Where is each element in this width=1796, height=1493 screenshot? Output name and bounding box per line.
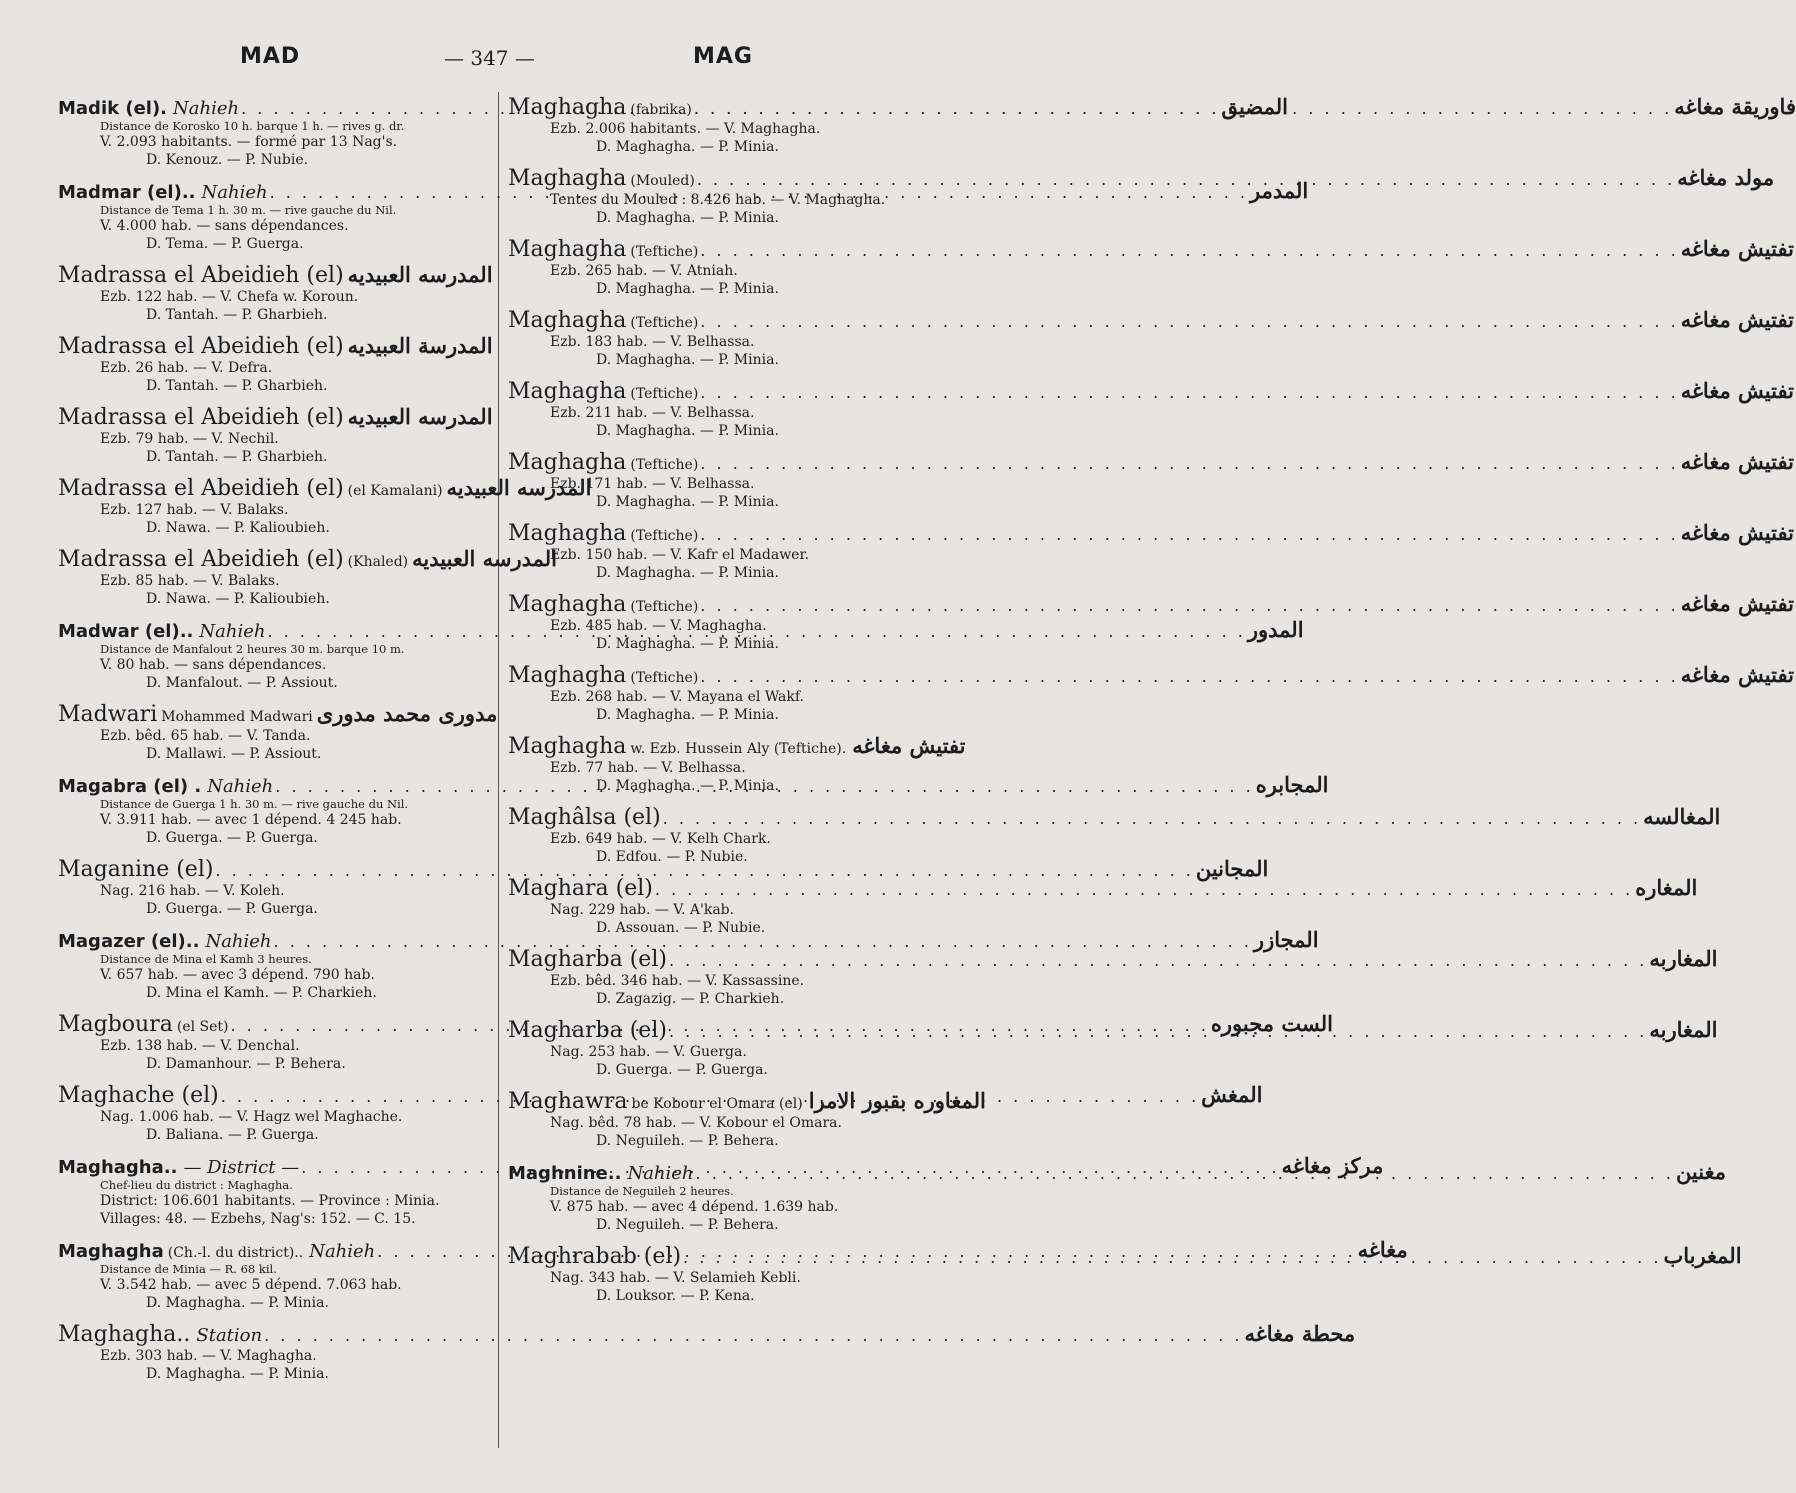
entry-detail-line: D. Maghagha. — P. Minia.	[146, 1295, 329, 1311]
entry-detail-line: D. Kenouz. — P. Nubie.	[146, 152, 309, 168]
entry-name: Magazer (el)..	[58, 931, 200, 952]
entry-detail-line: D. Mina el Kamh. — P. Charkieh.	[146, 985, 377, 1001]
leader-dots	[655, 880, 1633, 899]
entry-detail-line: Nag. 229 hab. — V. A'kab.	[550, 902, 735, 918]
entry-arabic-name: المدرسه العبيديه	[347, 404, 493, 429]
directory-entry	[508, 520, 1794, 582]
entry-detail-line: D. Tantah. — P. Gharbieh.	[146, 307, 328, 323]
directory-entry	[508, 875, 1698, 937]
entry-name: Madmar (el)..	[58, 182, 196, 203]
entry-detail-line: V. 2.093 habitants. — formé par 13 Nag's.	[100, 134, 398, 150]
entry-qualifier: (Khaled)	[347, 554, 409, 570]
entry-name: Madrassa el Abeidieh (el)	[58, 334, 344, 359]
entry-detail-line: D. Maghagha. — P. Minia.	[596, 494, 779, 510]
entry-name: Maghagha	[508, 95, 627, 120]
entry-arabic-name: مغاغه	[1357, 1237, 1408, 1262]
entry-arabic-name: تفتيش مغاغه	[852, 733, 966, 758]
entry-name: Maghrabab (el)	[508, 1244, 682, 1269]
entry-detail-line: Chef-lieu du district : Maghagha.	[100, 1178, 293, 1192]
entry-detail-line: Ezb. bêd. 346 hab. — V. Kassassine.	[550, 973, 805, 989]
entry-detail-line: Ezb. 265 hab. — V. Atniah.	[550, 263, 738, 279]
directory-entry	[508, 733, 966, 795]
entry-type: Nahieh	[173, 98, 240, 119]
entry-detail-line: Ezb. 2.006 habitants. — V. Maghagha.	[550, 121, 821, 137]
entry-name: Madrassa el Abeidieh (el)	[58, 547, 344, 572]
entry-detail-line: D. Neguileh. — P. Behera.	[596, 1133, 779, 1149]
leader-dots	[697, 170, 1675, 189]
entry-arabic-name: تفتيش مغاغه	[1680, 520, 1794, 545]
entry-qualifier: Mohammed Madwari	[161, 709, 313, 725]
entry-detail-line: Ezb. bêd. 65 hab. — V. Tanda.	[100, 728, 311, 744]
entry-name: Maghagha	[508, 237, 627, 262]
entry-detail-line: Ezb. 150 hab. — V. Kafr el Madawer.	[550, 547, 810, 563]
entry-detail-line: D. Tantah. — P. Gharbieh.	[146, 449, 328, 465]
entry-detail-line: D. Tantah. — P. Gharbieh.	[146, 378, 328, 394]
entry-detail-line: Villages: 48. — Ezbehs, Nag's: 152. — C. 15.	[100, 1211, 416, 1227]
entry-detail-line: Ezb. 79 hab. — V. Nechil.	[100, 431, 279, 447]
header-left: MAD	[240, 44, 301, 69]
entry-detail-line: D. Maghagha. — P. Minia.	[146, 1366, 329, 1382]
entry-detail-line: D. Maghagha. — P. Minia.	[596, 352, 779, 368]
entry-arabic-name: المغش	[1201, 1082, 1263, 1107]
directory-entry	[58, 404, 493, 466]
entry-name: Maghagha	[508, 450, 627, 475]
entry-arabic-name: المدور	[1247, 617, 1304, 642]
directory-entry	[508, 804, 1721, 866]
leader-dots	[700, 241, 1678, 260]
entry-detail-line: Ezb. 127 hab. — V. Balaks.	[100, 502, 289, 518]
entry-name: Magharba (el)	[508, 1018, 667, 1043]
leader-dots	[669, 951, 1647, 970]
entry-heading	[508, 1088, 986, 1114]
directory-entry	[508, 946, 1718, 1008]
entry-type: Station	[196, 1325, 263, 1346]
entry-name: Magabra (el) .	[58, 776, 202, 797]
entry-detail-line: Ezb. 171 hab. — V. Belhassa.	[550, 476, 755, 492]
leader-dots	[700, 383, 1678, 402]
entry-name: Maghagha	[508, 521, 627, 546]
leader-dots	[700, 525, 1678, 544]
entry-detail-line: Distance de Manfalout 2 heures 30 m. barque 10 m.	[100, 642, 405, 656]
entry-heading	[508, 449, 1794, 475]
entry-detail-line: D. Guerga. — P. Guerga.	[146, 830, 318, 846]
entry-detail-line: D. Tema. — P. Guerga.	[146, 236, 304, 252]
entry-detail-line: Nag. bêd. 78 hab. — V. Kobour el Omara.	[550, 1115, 842, 1131]
entry-name: Maghagha	[508, 379, 627, 404]
entry-detail-line: Distance de Neguileh 2 heures.	[550, 1184, 734, 1198]
entry-name: Maghnine..	[508, 1163, 622, 1184]
entry-qualifier: (Teftiche)	[630, 386, 699, 402]
leader-dots	[694, 99, 1672, 118]
entry-arabic-name: تفتيش مغاغه	[1680, 307, 1794, 332]
entry-arabic-name: المضيق	[1221, 94, 1288, 119]
entry-detail-line: V. 4.000 hab. — sans dépendances.	[100, 218, 349, 234]
entry-arabic-name: الست مجبوره	[1210, 1011, 1333, 1036]
entry-arabic-name: المغرباب	[1663, 1243, 1742, 1268]
leader-dots	[663, 809, 1641, 828]
entry-heading	[508, 662, 1794, 688]
directory-entry	[508, 449, 1794, 511]
entry-name: Magboura	[58, 1012, 173, 1037]
entry-detail-line: Ezb. 138 hab. — V. Denchal.	[100, 1038, 300, 1054]
entry-detail-line: D. Baliana. — P. Guerga.	[146, 1127, 319, 1143]
entry-arabic-name: فاوريقة مغاغه	[1674, 94, 1796, 119]
entry-detail-line: Nag. 216 hab. — V. Koleh.	[100, 883, 285, 899]
entry-detail-line: District: 106.601 habitants. — Province : Minia.	[100, 1193, 440, 1209]
entry-detail-line: D. Assouan. — P. Nubie.	[596, 920, 766, 936]
page-number: — 347 —	[444, 46, 535, 70]
entry-detail-line: Nag. 343 hab. — V. Selamieh Kebli.	[550, 1270, 801, 1286]
entry-detail-line: Tentes du Mouled : 8.426 hab. — V. Maghagha.	[550, 192, 886, 208]
directory-entry	[508, 1088, 986, 1150]
entry-name: Madwar (el)..	[58, 621, 194, 642]
entry-type: — District —	[183, 1157, 300, 1178]
entry-name: Madrassa el Abeidieh (el)	[58, 263, 344, 288]
entry-detail-line: D. Louksor. — P. Kena.	[596, 1288, 755, 1304]
entry-qualifier: (Ch.-l. du district)..	[167, 1245, 304, 1261]
entry-name: Maghagha	[508, 734, 627, 759]
entry-name: Madwari	[58, 702, 158, 727]
entry-detail-line: V. 875 hab. — avec 4 dépend. 1.639 hab.	[550, 1199, 839, 1215]
entry-heading	[58, 262, 493, 288]
entry-arabic-name: تفتيش مغاغه	[1680, 449, 1794, 474]
entry-arabic-name: المغاربه	[1649, 1017, 1718, 1042]
entry-qualifier: (Teftiche)	[630, 244, 699, 260]
entry-arabic-name: المغاربه	[1649, 946, 1718, 971]
entry-qualifier: be Kobour el Omara (el)	[631, 1096, 803, 1112]
entry-name: Maganine (el)	[58, 857, 214, 882]
leader-dots	[669, 1022, 1647, 1041]
entry-detail-line: Distance de Mina el Kamh 3 heures.	[100, 952, 312, 966]
entry-name: Maghâlsa (el)	[508, 805, 661, 830]
entry-detail-line: D. Maghagha. — P. Minia.	[596, 423, 779, 439]
entry-name: Madrassa el Abeidieh (el)	[58, 405, 344, 430]
entry-name: Maghawra	[508, 1089, 628, 1114]
entry-qualifier: (el Kamalani)	[347, 483, 443, 499]
entry-detail-line: Ezb. 85 hab. — V. Balaks.	[100, 573, 280, 589]
directory-entry	[58, 262, 493, 324]
entry-detail-line: D. Zagazig. — P. Charkieh.	[596, 991, 785, 1007]
directory-entry	[58, 701, 498, 763]
leader-dots	[700, 454, 1678, 473]
entry-arabic-name: مركز مغاغه	[1281, 1153, 1384, 1178]
entry-detail-line: D. Maghagha. — P. Minia.	[596, 139, 779, 155]
entry-arabic-name: المدرسه العبيديه	[347, 262, 493, 287]
entry-heading	[508, 520, 1794, 546]
entry-heading	[508, 733, 966, 759]
entry-heading	[58, 475, 592, 501]
entry-detail-line: Nag. 253 hab. — V. Guerga.	[550, 1044, 747, 1060]
entry-arabic-name: تفتيش مغاغه	[1680, 591, 1794, 616]
entry-heading	[58, 1321, 1356, 1347]
leader-dots	[700, 667, 1678, 686]
entry-detail-line: Ezb. 211 hab. — V. Belhassa.	[550, 405, 755, 421]
entry-detail-line: D. Nawa. — P. Kalioubieh.	[146, 520, 330, 536]
entry-detail-line: D. Nawa. — P. Kalioubieh.	[146, 591, 330, 607]
entry-detail-line: Distance de Korosko 10 h. barque 1 h. — rives g. dr.	[100, 119, 405, 133]
entry-arabic-name: تفتيش مغاغه	[1680, 662, 1794, 687]
entry-qualifier: (Mouled)	[630, 173, 695, 189]
entry-heading	[58, 333, 493, 359]
entry-arabic-name: المغالسه	[1643, 804, 1721, 829]
entry-heading	[508, 236, 1794, 262]
entry-type: Nahieh	[201, 182, 268, 203]
entry-qualifier: (fabrika)	[630, 102, 692, 118]
entry-arabic-name: مدورى محمد مدورى	[316, 701, 498, 726]
entry-detail-line: Distance de Guerga 1 h. 30 m. — rive gauche du Nil.	[100, 797, 409, 811]
entry-heading	[58, 546, 558, 572]
entry-detail-line: Distance de Minia — R. 68 kil.	[100, 1262, 277, 1276]
entry-arabic-name: المجابره	[1255, 772, 1329, 797]
leader-dots	[700, 312, 1678, 331]
leader-dots	[696, 1164, 1674, 1183]
directory-entry	[58, 475, 592, 537]
directory-entry	[58, 1321, 1356, 1383]
leader-dots	[264, 1326, 1242, 1345]
entry-detail-line: Ezb. 649 hab. — V. Kelh Chark.	[550, 831, 771, 847]
entry-detail-line: Ezb. 268 hab. — V. Mayana el Wakf.	[550, 689, 804, 705]
header-right: MAG	[693, 44, 753, 69]
entry-arabic-name: تفتيش مغاغه	[1680, 236, 1794, 261]
entry-qualifier: (el Set)	[176, 1019, 229, 1035]
entry-arabic-name: المدرسة العبيديه	[347, 333, 493, 358]
leader-dots	[700, 596, 1678, 615]
entry-arabic-name: المجانين	[1195, 856, 1269, 881]
entry-detail-line: D. Maghagha. — P. Minia.	[596, 565, 779, 581]
entry-detail-line: Ezb. 122 hab. — V. Chefa w. Koroun.	[100, 289, 359, 305]
entry-arabic-name: المغاره	[1635, 875, 1698, 900]
entry-name: Maghara (el)	[508, 876, 653, 901]
entry-qualifier: w. Ezb. Hussein Aly (Teftiche).	[630, 741, 847, 757]
entry-qualifier: (Teftiche)	[630, 457, 699, 473]
entry-detail-line: D. Guerga. — P. Guerga.	[146, 901, 318, 917]
entry-qualifier: (Teftiche)	[630, 670, 699, 686]
entry-heading	[508, 875, 1698, 901]
entry-arabic-name: مولد مغاغه	[1677, 165, 1775, 190]
entry-detail-line: D. Guerga. — P. Guerga.	[596, 1062, 768, 1078]
entry-type: Nahieh	[205, 931, 272, 952]
entry-qualifier: (Teftiche)	[630, 315, 699, 331]
entry-detail-line: V. 657 hab. — avec 3 dépend. 790 hab.	[100, 967, 375, 983]
entry-detail-line: V. 3.542 hab. — avec 5 dépend. 7.063 hab.	[100, 1277, 402, 1293]
entry-detail-line: V. 80 hab. — sans dépendances.	[100, 657, 327, 673]
entry-arabic-name: محطة مغاغه	[1244, 1321, 1356, 1346]
entry-type: Nahieh	[627, 1163, 694, 1184]
leader-dots	[683, 1248, 1661, 1267]
page-header	[0, 44, 1000, 80]
entry-detail-line: D. Maghagha. — P. Minia.	[596, 210, 779, 226]
entry-detail-line: V. 3.911 hab. — avec 1 dépend. 4 245 hab.	[100, 812, 402, 828]
directory-entry	[508, 378, 1794, 440]
entry-arabic-name: تفتيش مغاغه	[1680, 378, 1794, 403]
entry-name: Maghagha	[58, 1241, 164, 1262]
entry-type: Nahieh	[207, 776, 274, 797]
entry-detail-line: D. Neguileh. — P. Behera.	[596, 1217, 779, 1233]
entry-name: Magharba (el)	[508, 947, 667, 972]
entry-detail-line: D. Maghagha. — P. Minia.	[596, 707, 779, 723]
entry-detail-line: D. Maghagha. — P. Minia.	[596, 778, 779, 794]
entry-arabic-name: المجازر	[1253, 927, 1319, 952]
entry-heading	[508, 591, 1794, 617]
entry-detail-line: D. Maghagha. — P. Minia.	[596, 281, 779, 297]
entry-name: Madrassa el Abeidieh (el)	[58, 476, 344, 501]
entry-detail-line: Ezb. 77 hab. — V. Belhassa.	[550, 760, 746, 776]
entry-detail-line: Ezb. 485 hab. — V. Maghagha.	[550, 618, 767, 634]
entry-name: Maghagha..	[58, 1322, 191, 1347]
entry-heading	[58, 404, 493, 430]
directory-entry	[508, 662, 1794, 724]
entry-name: Maghagha	[508, 308, 627, 333]
entry-heading	[508, 307, 1794, 333]
entry-detail-line: D. Mallawi. — P. Assiout.	[146, 746, 322, 762]
entry-type: Nahieh	[309, 1241, 376, 1262]
entry-name: Maghagha	[508, 592, 627, 617]
directory-entry	[58, 333, 493, 395]
entry-detail-line: Ezb. 183 hab. — V. Belhassa.	[550, 334, 755, 350]
entry-type: Nahieh	[199, 621, 266, 642]
entry-name: Maghagha	[508, 663, 627, 688]
entry-detail-line: Distance de Tema 1 h. 30 m. — rive gauche du Nil.	[100, 203, 397, 217]
directory-entry	[508, 307, 1794, 369]
entry-arabic-name: المدرسه العبيديه	[412, 546, 558, 571]
entry-detail-line: Ezb. 303 hab. — V. Maghagha.	[100, 1348, 317, 1364]
directory-entry	[58, 546, 558, 608]
entry-qualifier: (Teftiche)	[630, 599, 699, 615]
entry-name: Maghagha..	[58, 1157, 178, 1178]
entry-detail-line: D. Edfou. — P. Nubie.	[596, 849, 748, 865]
entry-arabic-name: مغنين	[1675, 1159, 1726, 1184]
entry-heading	[508, 378, 1794, 404]
entry-heading	[508, 946, 1718, 972]
directory-entry	[508, 236, 1794, 298]
entry-detail-line: D. Manfalout. — P. Assiout.	[146, 675, 338, 691]
entry-arabic-name: المدمر	[1249, 178, 1309, 203]
entry-heading	[508, 804, 1721, 830]
entry-arabic-name: المغاوره بقبور الامرا	[808, 1088, 986, 1113]
entry-detail-line: D. Damanhour. — P. Behera.	[146, 1056, 346, 1072]
entry-heading	[58, 701, 498, 727]
entry-detail-line: Nag. 1.006 hab. — V. Hagz wel Maghache.	[100, 1109, 403, 1125]
entry-qualifier: (Teftiche)	[630, 528, 699, 544]
entry-name: Maghagha	[508, 166, 627, 191]
entry-detail-line: D. Maghagha. — P. Minia.	[596, 636, 779, 652]
entry-arabic-name: المدرسه العبيديه	[446, 475, 592, 500]
entry-name: Maghache (el)	[58, 1083, 219, 1108]
entry-detail-line: Ezb. 26 hab. — V. Defra.	[100, 360, 273, 376]
entry-name: Madik (el).	[58, 98, 168, 119]
